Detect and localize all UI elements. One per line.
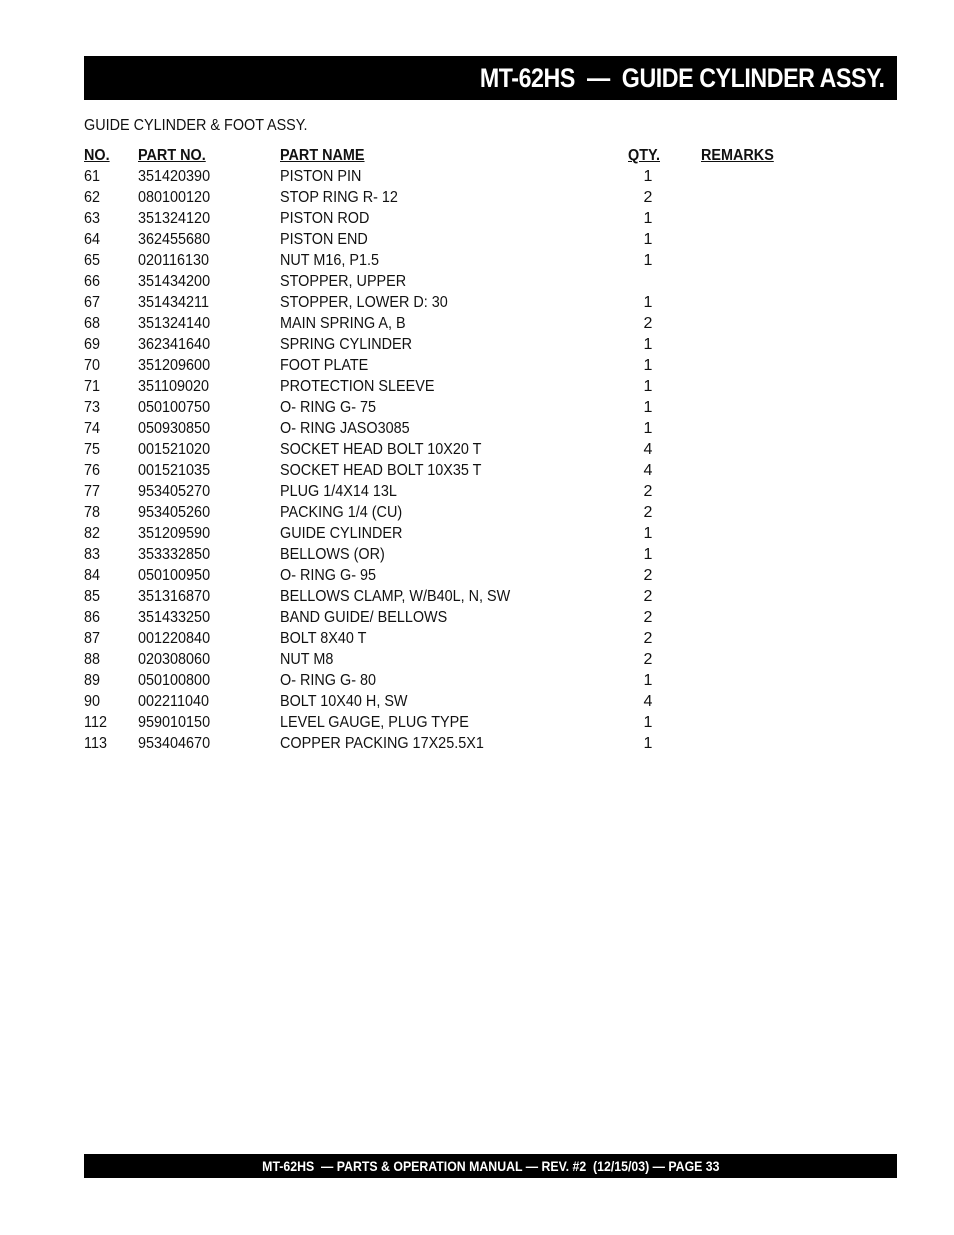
cell-no: 64	[84, 231, 101, 248]
cell-no: 87	[84, 630, 101, 647]
cell-part-name: COPPER PACKING 17X25.5X1	[280, 735, 484, 752]
cell-part-name: PACKING 1/4 (CU)	[280, 504, 403, 521]
cell-no: 84	[84, 567, 101, 584]
cell-part-name: GUIDE CYLINDER	[280, 525, 403, 542]
cell-part-name: NUT M16, P1.5	[280, 252, 379, 269]
cell-part-name: PISTON PIN	[280, 168, 362, 185]
cell-part-name: SOCKET HEAD BOLT 10X20 T	[280, 441, 482, 458]
cell-part-no: 001521020	[138, 441, 211, 458]
cell-qty: 2	[643, 651, 653, 668]
cell-qty: 2	[643, 609, 653, 626]
cell-part-no: 362455680	[138, 231, 211, 248]
cell-no: 85	[84, 588, 101, 605]
cell-no: 68	[84, 315, 101, 332]
cell-qty: 2	[643, 504, 653, 521]
cell-part-no: 080100120	[138, 189, 211, 206]
page-footer-bar	[84, 1154, 897, 1178]
cell-part-no: 953405260	[138, 504, 211, 521]
table-row	[84, 397, 804, 418]
cell-qty: 1	[643, 336, 653, 353]
cell-part-name: O- RING G- 80	[280, 672, 377, 689]
table-row	[84, 481, 804, 502]
cell-part-no: 351434200	[138, 273, 211, 290]
cell-part-name: BAND GUIDE/ BELLOWS	[280, 609, 448, 626]
table-row	[84, 376, 804, 397]
cell-no: 75	[84, 441, 101, 458]
table-row	[84, 313, 804, 334]
table-row	[84, 502, 804, 523]
cell-qty: 2	[643, 567, 653, 584]
cell-part-no: 050100950	[138, 567, 211, 584]
cell-qty: 2	[643, 630, 653, 647]
cell-no: 86	[84, 609, 101, 626]
cell-qty: 2	[643, 315, 653, 332]
table-row	[84, 418, 804, 439]
cell-qty: 1	[643, 168, 653, 185]
cell-no: 61	[84, 168, 101, 185]
cell-part-no: 351324140	[138, 315, 211, 332]
table-row	[84, 649, 804, 670]
footer-text: MT-62HS — PARTS & OPERATION MANUAL — REV. #2 (12/15/03) — PAGE 33	[261, 1158, 720, 1174]
cell-no: 62	[84, 189, 101, 206]
cell-part-no: 362341640	[138, 336, 211, 353]
cell-part-no: 351420390	[138, 168, 211, 185]
table-row	[84, 586, 804, 607]
header-qty: QTY.	[628, 147, 661, 164]
cell-part-no: 020308060	[138, 651, 211, 668]
cell-qty: 2	[643, 483, 653, 500]
header-part-name: PART NAME	[280, 147, 365, 164]
table-row	[84, 208, 804, 229]
table-row	[84, 250, 804, 271]
table-row	[84, 565, 804, 586]
cell-no: 67	[84, 294, 101, 311]
cell-part-name: BELLOWS CLAMP, W/B40L, N, SW	[280, 588, 511, 605]
cell-part-name: O- RING G- 95	[280, 567, 377, 584]
table-row	[84, 187, 804, 208]
table-row	[84, 733, 804, 754]
cell-qty: 1	[643, 399, 653, 416]
cell-part-name: O- RING JASO3085	[280, 420, 410, 437]
header-no: NO.	[84, 147, 110, 164]
cell-part-name: BELLOWS (OR)	[280, 546, 385, 563]
table-row	[84, 628, 804, 649]
table-row	[84, 292, 804, 313]
cell-part-name: MAIN SPRING A, B	[280, 315, 406, 332]
cell-qty: 4	[643, 693, 653, 710]
cell-part-no: 953404670	[138, 735, 211, 752]
table-row	[84, 229, 804, 250]
cell-part-no: 020116130	[138, 252, 210, 269]
section-title: GUIDE CYLINDER & FOOT ASSY.	[84, 117, 308, 134]
cell-part-no: 001220840	[138, 630, 211, 647]
header-remarks: REMARKS	[701, 147, 774, 164]
cell-no: 83	[84, 546, 101, 563]
cell-part-name: PISTON END	[280, 231, 368, 248]
cell-part-no: 050930850	[138, 420, 211, 437]
cell-qty: 1	[643, 294, 653, 311]
cell-qty: 1	[643, 525, 653, 542]
cell-qty: 1	[643, 231, 653, 248]
cell-part-name: STOP RING R- 12	[280, 189, 398, 206]
cell-part-no: 351433250	[138, 609, 211, 626]
cell-part-name: NUT M8	[280, 651, 334, 668]
cell-qty: 1	[643, 420, 653, 437]
table-row	[84, 439, 804, 460]
cell-qty: 1	[643, 210, 653, 227]
cell-qty: 2	[643, 588, 653, 605]
cell-no: 77	[84, 483, 101, 500]
cell-qty: 1	[643, 714, 653, 731]
cell-no: 82	[84, 525, 101, 542]
cell-qty: 1	[643, 378, 653, 395]
cell-part-name: STOPPER, UPPER	[280, 273, 407, 290]
table-row	[84, 544, 804, 565]
cell-part-no: 351316870	[138, 588, 211, 605]
page-title: MT-62HS — GUIDE CYLINDER ASSY.	[480, 62, 885, 93]
cell-qty: 1	[643, 546, 653, 563]
table-row	[84, 460, 804, 481]
cell-no: 89	[84, 672, 101, 689]
cell-part-name: LEVEL GAUGE, PLUG TYPE	[280, 714, 469, 731]
table-row	[84, 166, 804, 187]
cell-part-no: 050100800	[138, 672, 211, 689]
cell-part-name: BOLT 10X40 H, SW	[280, 693, 408, 710]
cell-no: 65	[84, 252, 101, 269]
header-part-no: PART NO.	[138, 147, 206, 164]
table-row	[84, 334, 804, 355]
cell-part-name: BOLT 8X40 T	[280, 630, 367, 647]
cell-qty: 4	[643, 462, 653, 479]
page-header-bar	[84, 56, 897, 100]
cell-part-no: 353332850	[138, 546, 211, 563]
table-row	[84, 607, 804, 628]
cell-part-name: PROTECTION SLEEVE	[280, 378, 435, 395]
cell-qty: 4	[643, 441, 653, 458]
cell-part-no: 351324120	[138, 210, 211, 227]
cell-no: 66	[84, 273, 101, 290]
cell-part-no: 351109020	[138, 378, 210, 395]
cell-part-name: SPRING CYLINDER	[280, 336, 413, 353]
cell-no: 73	[84, 399, 101, 416]
cell-no: 69	[84, 336, 101, 353]
cell-part-name: O- RING G- 75	[280, 399, 377, 416]
cell-no: 90	[84, 693, 101, 710]
cell-no: 63	[84, 210, 101, 227]
table-row	[84, 670, 804, 691]
cell-part-no: 351434211	[138, 294, 210, 311]
cell-part-no: 953405270	[138, 483, 211, 500]
table-body	[84, 166, 804, 754]
cell-no: 70	[84, 357, 101, 374]
cell-part-name: PISTON ROD	[280, 210, 370, 227]
cell-part-no: 959010150	[138, 714, 211, 731]
cell-qty: 2	[643, 189, 653, 206]
cell-part-no: 002211040	[138, 693, 210, 710]
table-row	[84, 271, 804, 292]
table-header-row	[84, 145, 804, 166]
table-row	[84, 691, 804, 712]
cell-no: 74	[84, 420, 101, 437]
cell-part-no: 050100750	[138, 399, 211, 416]
cell-part-no: 001521035	[138, 462, 211, 479]
table-row	[84, 523, 804, 544]
cell-part-name: STOPPER, LOWER D: 30	[280, 294, 448, 311]
cell-qty: 1	[643, 672, 653, 689]
cell-part-name: SOCKET HEAD BOLT 10X35 T	[280, 462, 482, 479]
cell-qty: 1	[643, 252, 653, 269]
parts-table	[84, 145, 804, 754]
cell-part-no: 351209590	[138, 525, 211, 542]
table-row	[84, 712, 804, 733]
cell-no: 112	[84, 714, 107, 731]
cell-part-name: FOOT PLATE	[280, 357, 369, 374]
cell-no: 113	[84, 735, 107, 752]
cell-part-no: 351209600	[138, 357, 211, 374]
cell-qty: 1	[643, 357, 653, 374]
cell-no: 88	[84, 651, 101, 668]
table-row	[84, 355, 804, 376]
cell-no: 71	[84, 378, 101, 395]
cell-qty: 1	[643, 735, 653, 752]
cell-no: 78	[84, 504, 101, 521]
cell-no: 76	[84, 462, 101, 479]
cell-part-name: PLUG 1/4X14 13L	[280, 483, 397, 500]
